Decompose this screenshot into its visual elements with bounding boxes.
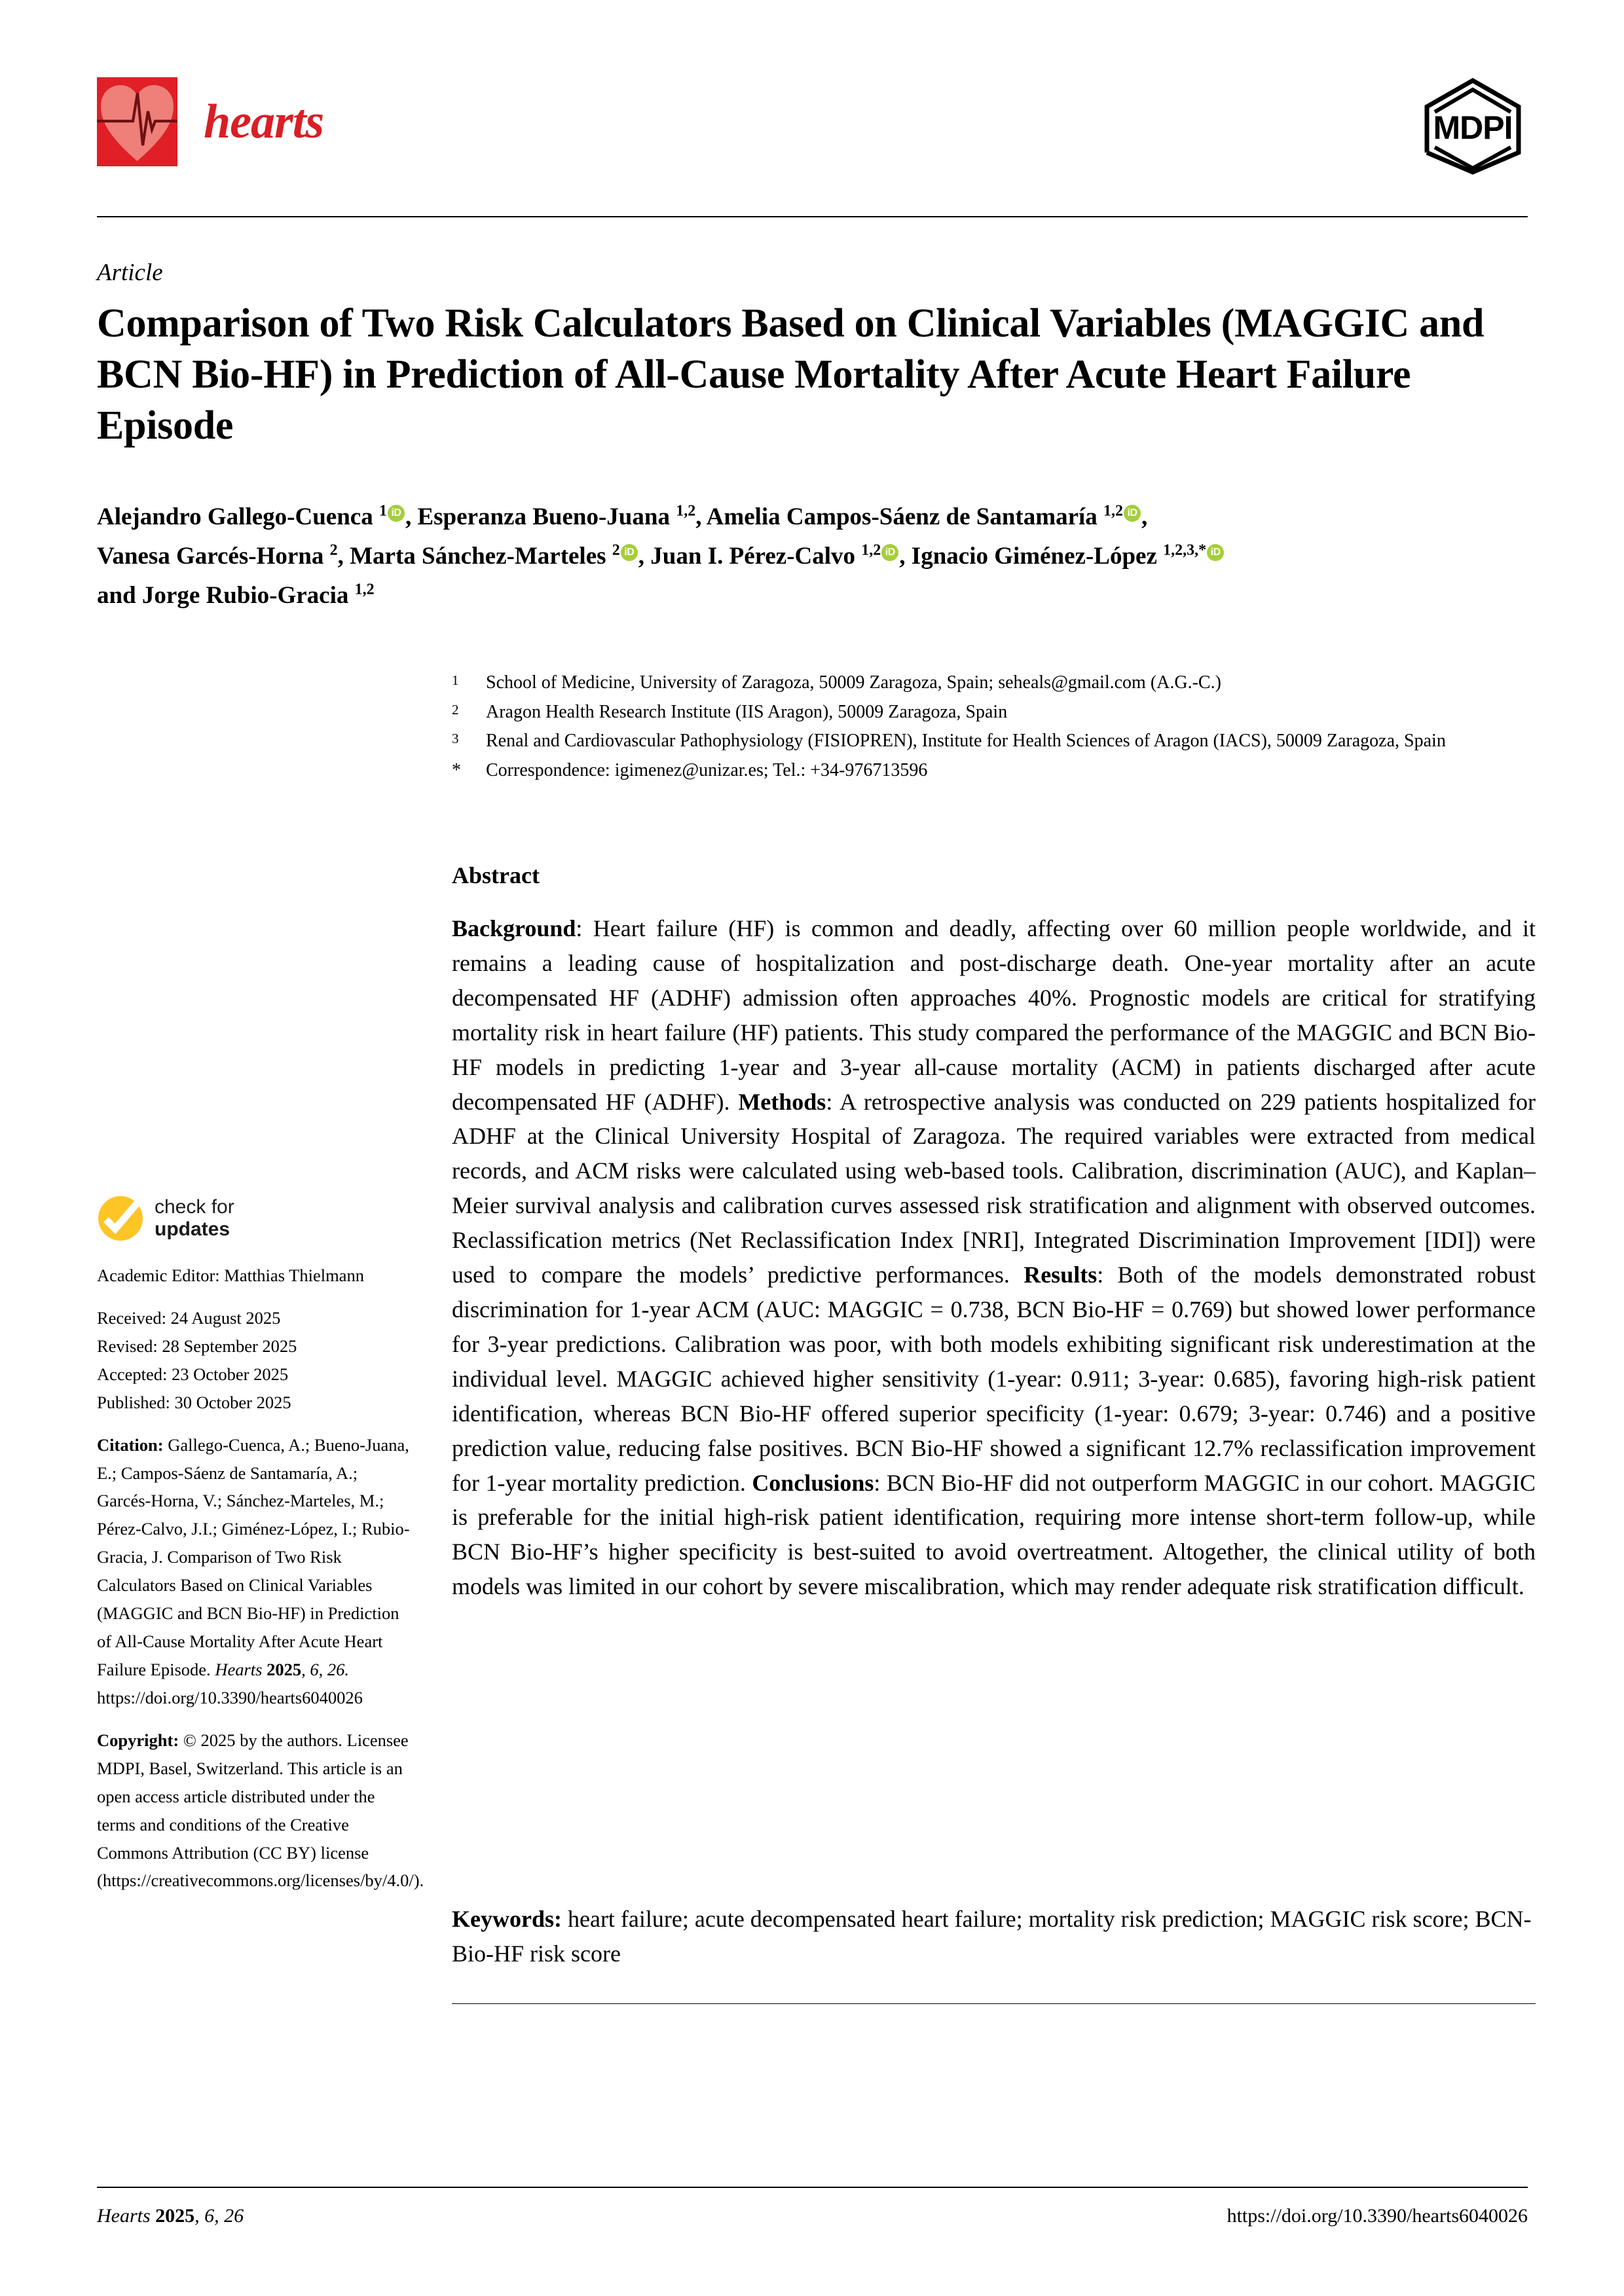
abstract-conclusions-text: : BCN Bio-HF did not outperform MAGGIC in our cohort. MAGGIC is preferable for the initial high-risk patient identification, requiring more intense short-term follow-up, while BCN Bio-HF’s higher specificity is best-suited to avoid overtreatment. Altogether, the clinical utility of both models was limited in our cohort by severe miscalibration, which may render adequate risk stratification difficult. [452, 1469, 1536, 1600]
author-affiliation-marker: 1,2,3,* [1163, 541, 1207, 559]
sidebar [97, 1195, 424, 1895]
abstract-methods-label: Methods [738, 1088, 826, 1115]
citation-journal: Hearts [215, 1659, 263, 1679]
cfu-line-1: check for [155, 1196, 234, 1218]
keywords-section [452, 1902, 1536, 1971]
orcid-icon[interactable]: iD [881, 544, 898, 561]
footer-volume-page: , 6, 26 [194, 2205, 244, 2227]
copyright-text: © 2025 by the authors. Licensee MDPI, Basel, Switzerland. This article is an open access article distributed under the terms and conditions of the Creative Commons Attribution (CC BY) license (https://creativecommons.org/licenses/by/4.0/). [97, 1730, 424, 1891]
keywords-label: Keywords: [452, 1906, 562, 1932]
affiliation-text: School of Medicine, University of Zaragoza, 50009 Zaragoza, Spain; seheals@gmail.com (A.G.-C.) [486, 672, 1221, 693]
footer-year: 2025 [155, 2205, 195, 2227]
page-title: Comparison of Two Risk Calculators Based on Clinical Variables (MAGGIC and BCN Bio-HF) in Prediction of All-Cause Mortality After Acute Heart Failure Episode [97, 301, 1485, 448]
abstract-background-text: : Heart failure (HF) is common and deadly, affecting over 60 million people worldwide, and it remains a leading cause of hospitalization and post-discharge death. One-year mortality after an acute decompensated HF (ADHF) admission often approaches 40%. Prognostic models are critical for stratifying mortality risk in heart failure (HF) patients. This study compared the performance of the MAGGIC and BCN Bio-HF models in predicting 1-year and 3-year all-cause mortality (ACM) in patients discharged after acute decompensated HF (ADHF). [452, 915, 1536, 1115]
citation-year: 2025 [267, 1659, 302, 1679]
academic-editor: Academic Editor: Matthias Thielmann [97, 1266, 364, 1285]
abstract-heading: Abstract [452, 862, 540, 888]
author-separator: , [1141, 503, 1148, 530]
affiliation-item [452, 669, 1539, 697]
author-name: , Esperanza Bueno-Juana [405, 503, 676, 530]
author-affiliation-marker: 1,2 [354, 581, 375, 598]
affiliation-marker: 1 [452, 672, 459, 688]
revised-date: Revised: 28 September 2025 [97, 1336, 297, 1356]
author-name: , Amelia Campos-Sáenz de Santamaría [695, 503, 1104, 530]
orcid-icon[interactable]: iD [1207, 544, 1224, 561]
author-affiliation-marker: 1,2 [676, 502, 696, 520]
journal-name: hearts [204, 94, 324, 149]
correspondence-text: Correspondence: igimenez@unizar.es; Tel.: +34-976713596 [486, 759, 928, 780]
affiliation-text: Aragon Health Research Institute (IIS Aragon), 50009 Zaragoza, Spain [486, 701, 1008, 722]
abstract-methods-text: : A retrospective analysis was conducted on 229 patients hospitalized for ADHF at the Clinical University Hospital of Zaragoza. The required variables were extracted from medical records, and ACM risks were calculated using web-based tools. Calibration, discrimination (AUC), and Kaplan–Meier survival analysis and calibration curves assessed risk stratification and alignment with observed outcomes. Reclassification metrics (Net Reclassification Index [NRI], Integrated Discrimination Improvement [IDI]) were used to compare the models’ predictive performances. [452, 1088, 1536, 1288]
author-name: Alejandro Gallego-Cuenca [97, 503, 379, 530]
abstract-body [452, 911, 1536, 1604]
article-type-label: Article [97, 259, 163, 286]
check-for-updates-badge[interactable] [97, 1195, 411, 1242]
published-date: Published: 30 October 2025 [97, 1392, 291, 1412]
citation-doi-link[interactable]: https://doi.org/10.3390/hearts6040026 [97, 1687, 363, 1707]
author-affiliation-marker: 1,2 [861, 541, 881, 559]
check-circle-icon [97, 1195, 144, 1242]
orcid-icon[interactable]: iD [388, 505, 405, 522]
affiliation-text: Renal and Cardiovascular Pathophysiology (FISIOPREN), Institute for Health Sciences of Aragon (IACS), 50009 Zaragoza, Spain [486, 731, 1446, 752]
footer-citation [97, 2205, 244, 2227]
affiliation-list [452, 669, 1539, 786]
copyright-block [97, 1726, 424, 1895]
citation-block [97, 1431, 411, 1712]
author-name: , Juan I. Pérez-Calvo [638, 542, 862, 570]
author-affiliation-marker: 2 [329, 541, 338, 559]
keywords-text: heart failure; acute decompensated heart failure; mortality risk prediction; MAGGIC risk score; BCN-Bio-HF risk score [452, 1906, 1532, 1967]
received-date: Received: 24 August 2025 [97, 1307, 281, 1328]
orcid-icon[interactable]: iD [621, 544, 638, 561]
correspondence-item [452, 757, 1539, 785]
citation-label: Citation: [97, 1434, 164, 1455]
author-name: and Jorge Rubio-Gracia [97, 581, 355, 609]
footer-journal: Hearts [97, 2205, 151, 2227]
affiliation-marker: 2 [452, 701, 459, 718]
correspondence-marker: * [452, 759, 461, 780]
abstract-background-label: Background [452, 915, 576, 941]
abstract-results-label: Results [1024, 1262, 1098, 1288]
author-name: Vanesa Garcés-Horna [97, 542, 330, 570]
citation-authors: Gallego-Cuenca, A.; Bueno-Juana, E.; Campos-Sáenz de Santamaría, A.; Garcés-Horna, V.; Sánchez-Marteles, M.; Pérez-Calvo, J.I.; Giménez-López, I.; Rubio-Gracia, J. Comparison of Two Risk Calculators Based on Clinical Variables (MAGGIC and BCN Bio-HF) in Prediction of All-Cause Mortality After Acute Heart Failure Episode. [97, 1434, 410, 1679]
page-header [97, 77, 1528, 175]
affiliation-marker: 3 [452, 731, 459, 747]
orcid-icon[interactable]: iD [1124, 505, 1141, 522]
footer-doi[interactable]: https://doi.org/10.3390/hearts6040026 [1227, 2205, 1528, 2227]
author-affiliation-marker: 2 [612, 541, 620, 559]
cfu-line-2: updates [155, 1218, 231, 1240]
affiliation-item [452, 699, 1539, 727]
abstract-results-text: : Both of the models demonstrated robust discrimination for 1-year ACM (AUC: MAGGIC = 0.738, BCN Bio-HF = 0.769) but showed lower performance for 3-year predictions. Calibration was poor, with both models exhibiting significant risk underestimation at the individual level. MAGGIC achieved higher sensitivity (1-year: 0.911; 3-year: 0.685), favoring high-risk patient identification, whereas BCN Bio-HF offered superior specificity (1-year: 0.679; 3-year: 0.746) and a positive prediction value, reducing false positives. BCN Bio-HF showed a significant 12.7% reclassification improvement for 1-year mortality prediction. [452, 1262, 1536, 1496]
author-affiliation-marker: 1,2 [1103, 502, 1124, 520]
sidebar-metadata [97, 1262, 424, 1895]
mdpi-logo-icon [1418, 74, 1528, 179]
keywords-divider [452, 2003, 1536, 2004]
abstract-conclusions-label: Conclusions [752, 1469, 874, 1496]
copyright-label: Copyright: [97, 1730, 179, 1750]
check-for-updates-text [155, 1196, 234, 1240]
author-affiliation-marker: 1 [378, 502, 387, 520]
author-name: , Ignacio Giménez-López [899, 542, 1164, 570]
footer-divider [97, 2187, 1528, 2188]
svg-text:MDPI: MDPI [1433, 109, 1513, 146]
journal-logo [97, 77, 323, 166]
author-list [97, 498, 1538, 615]
accepted-date: Accepted: 23 October 2025 [97, 1364, 289, 1384]
header-divider [97, 216, 1528, 217]
author-name: , Marta Sánchez-Marteles [337, 542, 612, 570]
affiliation-item [452, 727, 1539, 756]
citation-volume-page: , 6, 26. [301, 1659, 349, 1679]
heart-ecg-icon [97, 77, 177, 166]
